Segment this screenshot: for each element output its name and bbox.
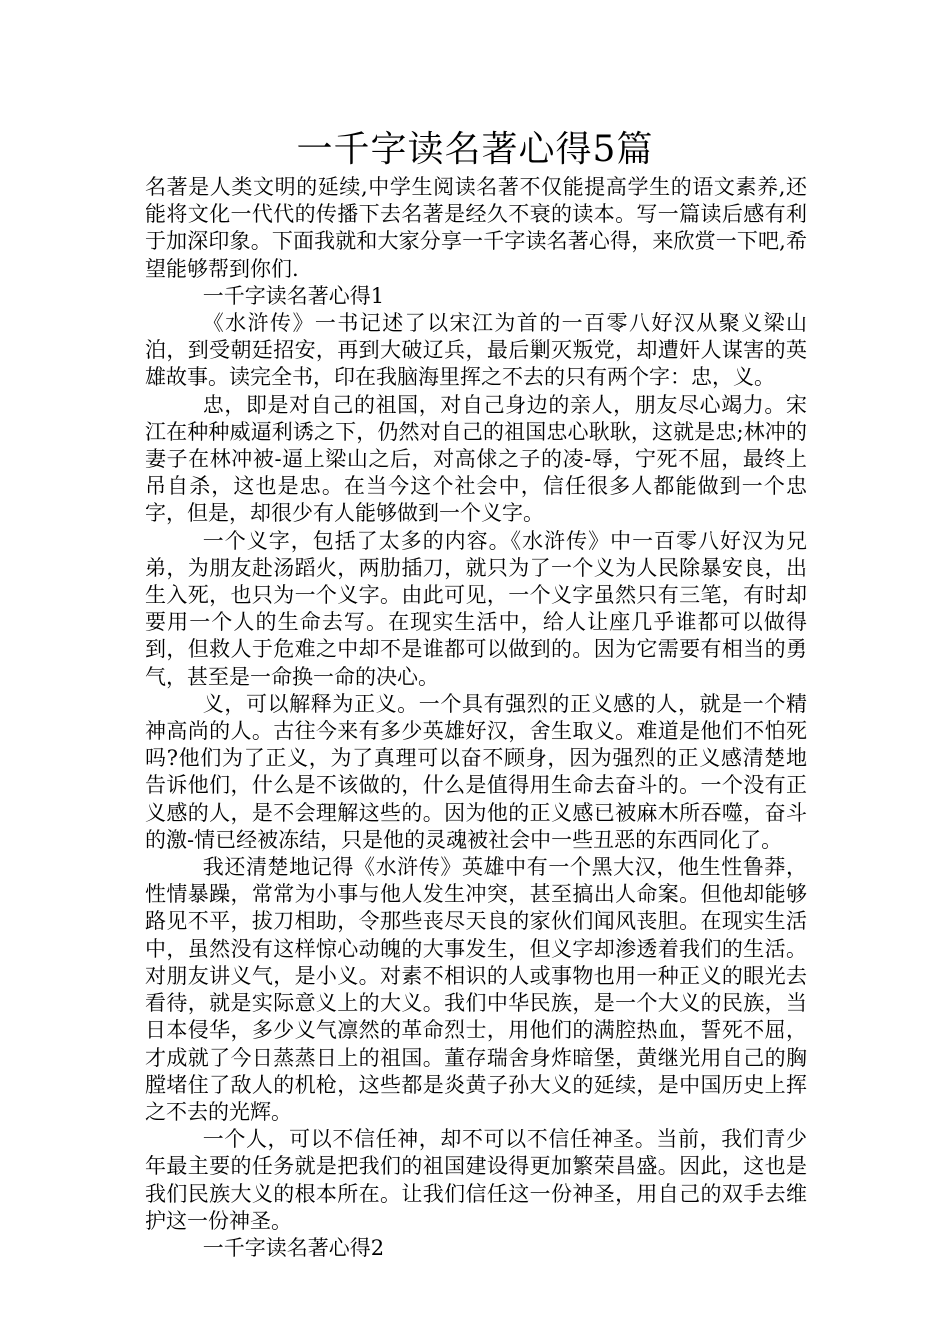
intro-paragraph: 名著是人类文明的延续,中学生阅读名著不仅能提高学生的语文素养,还能将文化一代代的传播下去名著是经久不衰的读本。写一篇读后感有利于加深印象。下面我就和大家分享一千字读名著心得，来欣赏一下吧,希望能够帮到你们. [145,175,807,281]
body-paragraph: 忠，即是对自己的祖国，对自己身边的亲人，朋友尽心竭力。宋江在种种威逼利诱之下，仍然对自己的祖国忠心耿耿，这就是忠;林冲的妻子在林冲被-逼上梁山之后，对高俅之子的凌-辱，宁死不屈，最终上吊自杀，这也是忠。在当今这个社会中，信任很多人都能做到一个忠字，但是，却很少有人能够做到一个义字。 [145,392,807,526]
body-paragraph: 《水浒传》一书记述了以宋江为首的一百零八好汉从聚义梁山泊，到受朝廷招安，再到大破辽兵，最后剿灭叛党，却遭奸人谋害的英雄故事。读完全书，印在我脑海里挥之不去的只有两个字：忠，义。 [145,311,807,390]
document-title: 一千字读名著心得5篇 [296,129,654,170]
body-paragraph: 一个人，可以不信任神，却不可以不信任神圣。当前，我们青少年最主要的任务就是把我们的祖国建设得更加繁荣昌盛。因此，这也是我们民族大义的根本所在。让我们信任这一份神圣，用自己的双手去维护这一份神圣。 [145,1127,807,1233]
section-heading-1: 一千字读名著心得1 [202,283,385,308]
document-body [145,174,807,1262]
section-heading-2: 一千字读名著心得2 [202,1235,385,1260]
body-paragraph: 一个义字，包括了太多的内容。《水浒传》中一百零八好汉为兄弟，为朋友赴汤蹈火，两肋插刀，就只为了一个义为人民除暴安良，出生入死，也只为一个义字。由此可见，一个义字虽然只有三笔，有时却要用一个人的生命去写。在现实生活中，给人让座几乎谁都可以做得到，但救人于危难之中却不是谁都可以做到的。因为它需要有相当的勇气，甚至是一命换一命的决心。 [145,528,807,689]
body-paragraph: 义，可以解释为正义。一个具有强烈的正义感的人，就是一个精神高尚的人。古往今来有多少英雄好汉，舍生取义。难道是他们不怕死吗?他们为了正义，为了真理可以奋不顾身，因为强烈的正义感清楚地告诉他们，什么是不该做的，什么是值得用生命去奋斗的。一个没有正义感的人，是不会理解这些的。因为他的正义感已被麻木所吞噬，奋斗的激-情已经被冻结，只是他的灵魂被社会中一些丑恶的东西同化了。 [145,691,807,852]
body-paragraph: 我还清楚地记得《水浒传》英雄中有一个黑大汉，他生性鲁莽，性情暴躁，常常为小事与他人发生冲突，甚至搞出人命案。但他却能够路见不平，拔刀相助，令那些丧尽天良的家伙们闻风丧胆。在现实生活中，虽然没有这样惊心动魄的大事发生，但义字却渗透着我们的生活。对朋友讲义气，是小义。对素不相识的人或事物也用一种正义的眼光去看待，就是实际意义上的大义。我们中华民族，是一个大义的民族，当日本侵华，多少义气凛然的革命烈士，用他们的满腔热血，誓死不屈，才成就了今日蒸蒸日上的祖国。董存瑞舍身炸暗堡，黄继光用自己的胸膛堵住了敌人的机枪，这些都是炎黄子孙大义的延续，是中国历史上挥之不去的光辉。 [145,855,807,1124]
